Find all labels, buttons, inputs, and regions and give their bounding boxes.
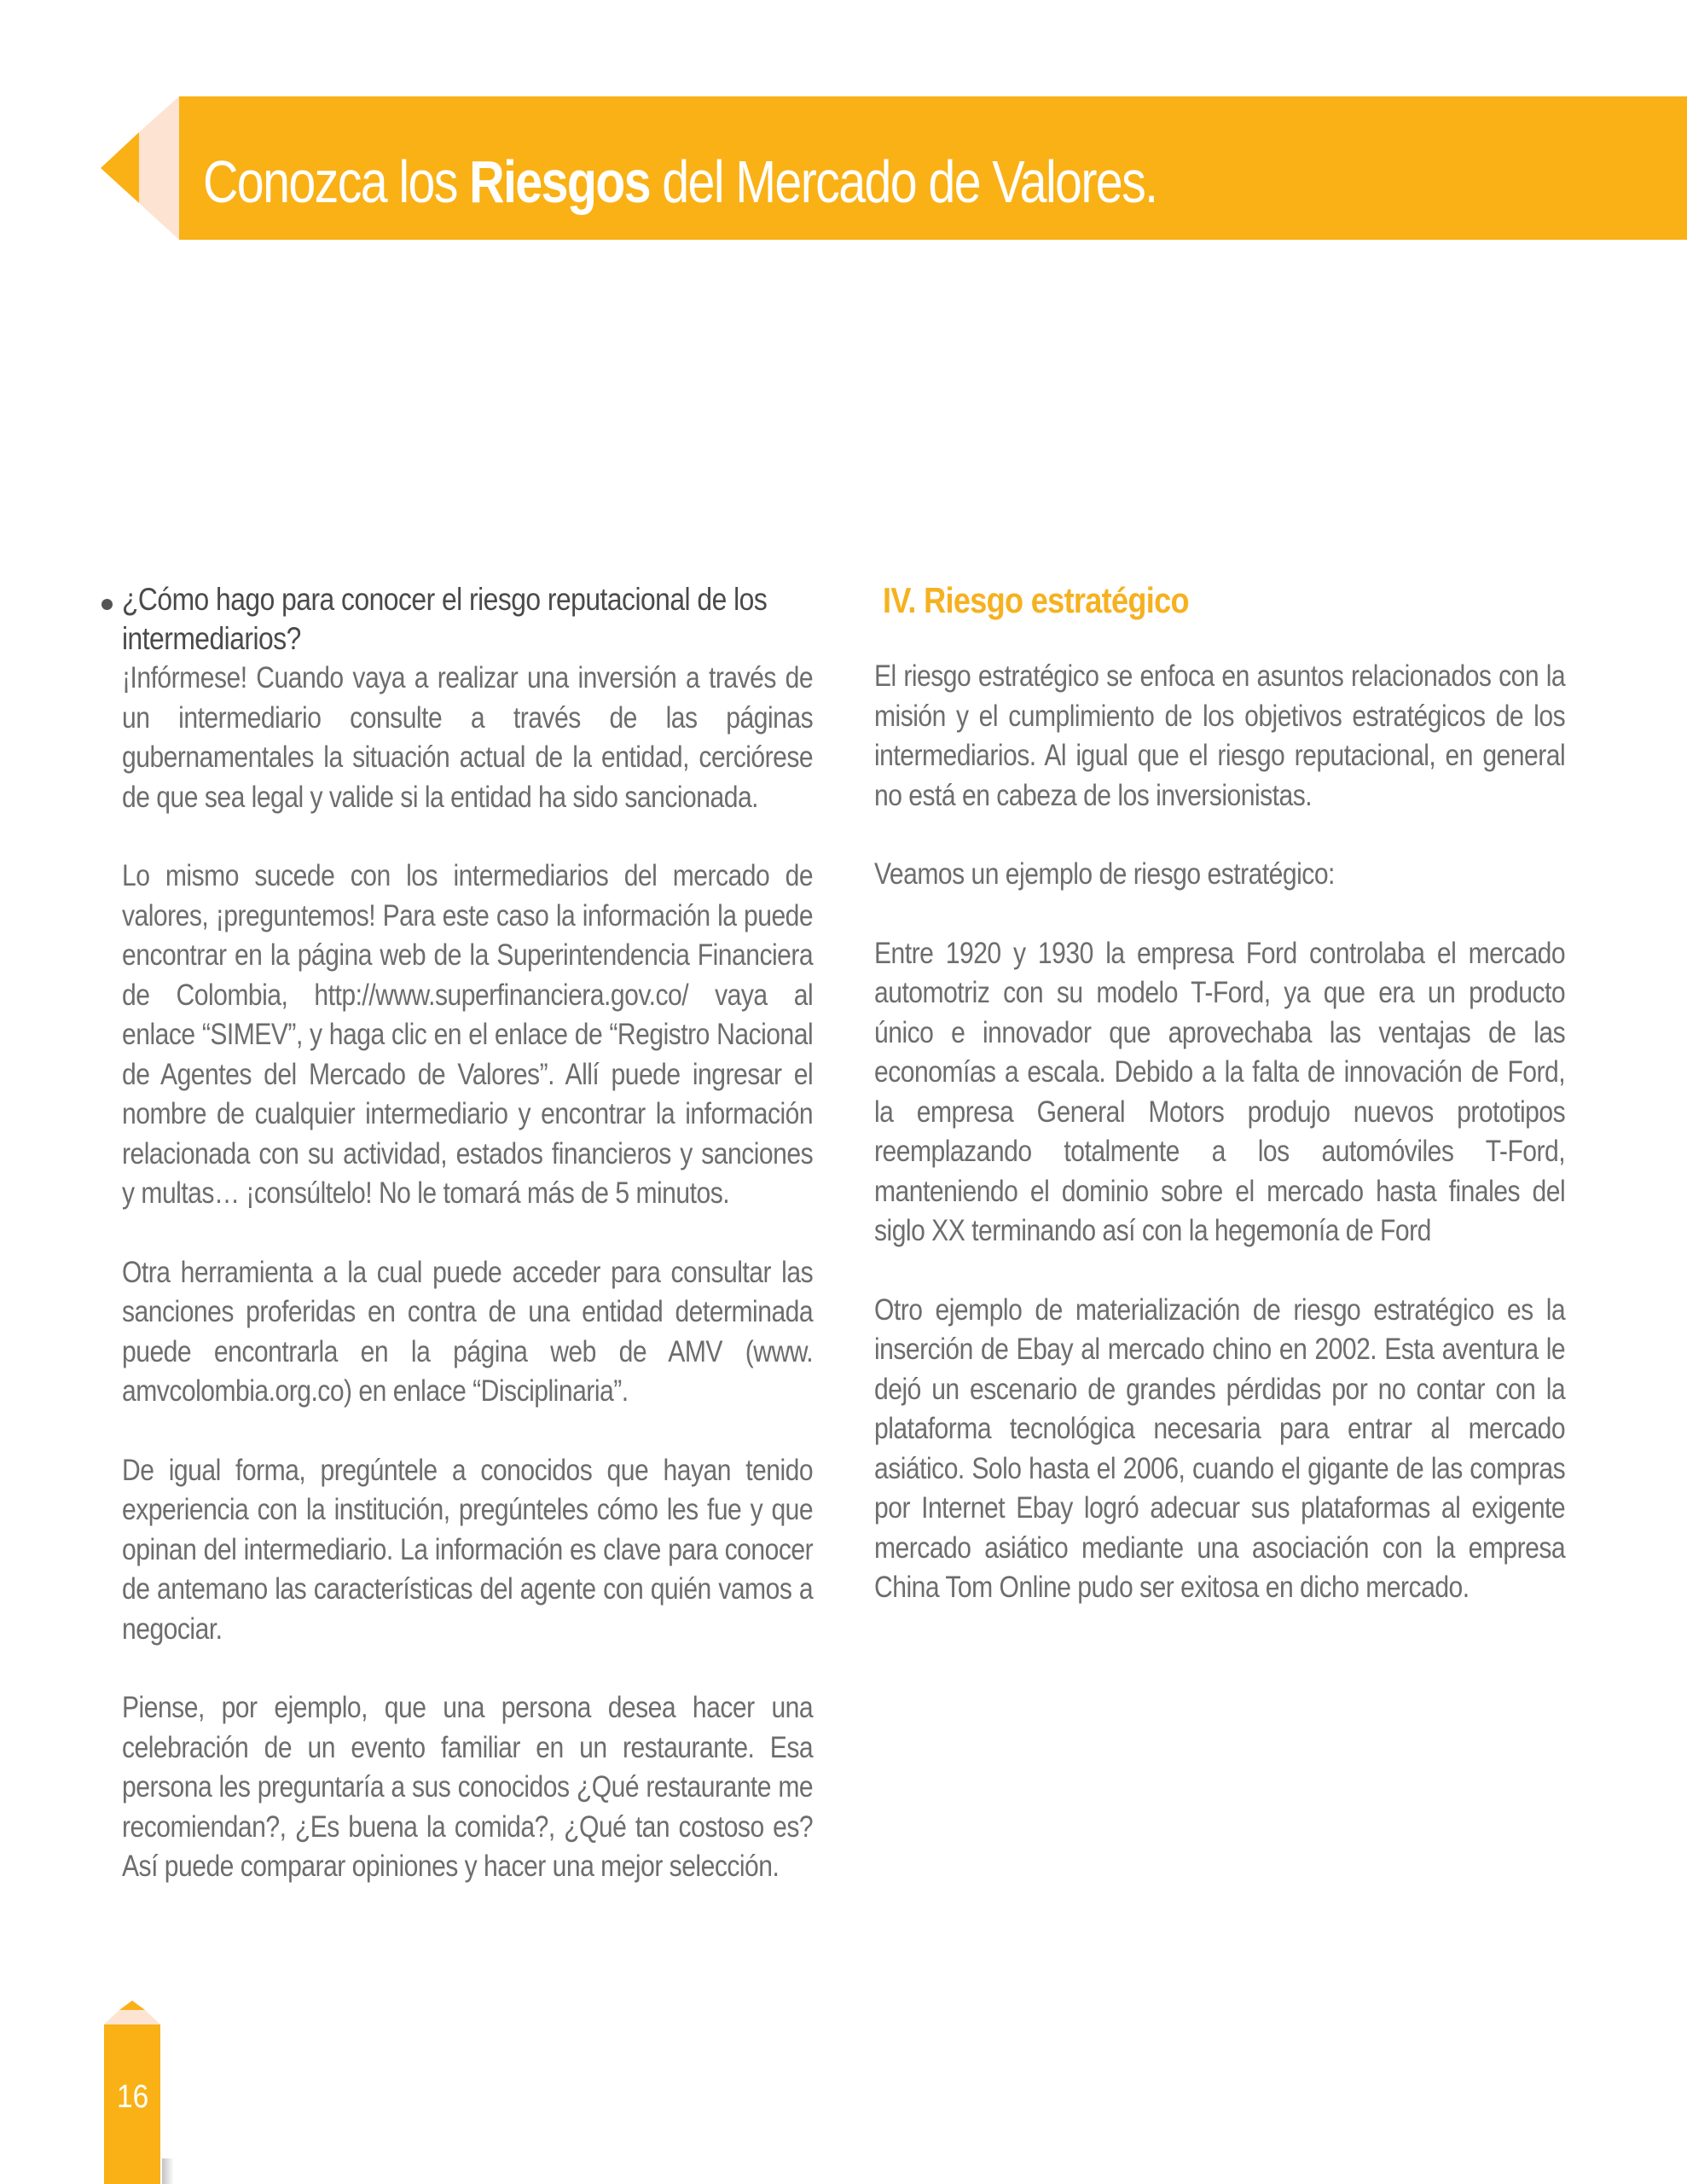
- page-number: 16: [117, 2079, 149, 2115]
- pencil-tip: [119, 2001, 145, 2010]
- page-title: [203, 148, 1157, 215]
- section-heading: IV. Riesgo estratégico: [883, 580, 1189, 620]
- pencil-wood-band: [104, 2010, 160, 2024]
- title-emphasis: Riesgos: [469, 148, 650, 215]
- question-heading: ¿Cómo hago para conocer el riesgo reputacional de los intermediarios?: [122, 582, 768, 656]
- title-prefix: Conozca los: [203, 148, 470, 215]
- title-suffix: del Mercado de Valores.: [649, 148, 1157, 215]
- paragraph: Otra herramienta a la cual puede acceder para consultar las sanciones proferidas en contra de una entidad determinada puede encontrarla en la página web de AMV (www. amvcolombia.org.co) en enlace “Disciplinaria”.: [122, 1255, 814, 1408]
- left-column: [122, 580, 813, 1926]
- pencil-tip: [101, 132, 139, 203]
- right-column: [874, 580, 1565, 1647]
- bullet-icon: [101, 599, 113, 610]
- paragraph: Piense, por ejemplo, que una persona desea hacer una celebración de un evento familiar en un restaurante. Esa persona les preguntaría a sus conocidos ¿Qué restaurante me recomiendan?, ¿Es buena la comida?, ¿Qué tan costoso es? Así puede comparar opiniones y hacer una mejor selección.: [122, 1691, 814, 1883]
- paragraph: Lo mismo sucede con los intermediarios del mercado de valores, ¡preguntemos! Para este caso la información la puede encontrar en la página web de la Superintendencia Financiera de Colombia, http://www.superfinanciera.gov.co/ vaya al enlace “SIMEV”, y haga clic en el enlace de “Registro Nacional de Agentes del Mercado de Valores”. Allí puede ingresar el nombre de cualquier intermediario y encontrar la información relacionada con su actividad, estados financieros y sanciones y multas… ¡consúltelo! No le tomará más de 5 minutos.: [122, 859, 814, 1210]
- header-pencil-banner: [0, 0, 1687, 256]
- paragraph: Otro ejemplo de materialización de riesgo estratégico es la inserción de Ebay al mercado chino en 2002. Esta aventura le dejó un escenario de grandes pérdidas por no contar con la plataforma tecnológica necesaria para entrar al mercado asiático. Solo hasta el 2006, cuando el gigante de las compras por Internet Ebay logró adecuar sus plataformas al exigente mercado asiático mediante una asociación con la empresa China Tom Online pudo ser exitosa en dicho mercado.: [874, 1292, 1566, 1604]
- paragraph: Veamos un ejemplo de riesgo estratégico:: [874, 857, 1335, 891]
- paragraph: ¡Infórmese! Cuando vaya a realizar una inversión a través de un intermediario consulte a través de las páginas gubernamentales la situación actual de la entidad, cerciórese de que sea legal y valide si la entidad ha sido sancionada.: [122, 661, 814, 814]
- paragraph: De igual forma, pregúntele a conocidos que hayan tenido experiencia con la institución, pregúnteles cómo les fue y que opinan del intermediario. La información es clave para conocer de antemano las características del agente con quién vamos a negociar.: [122, 1453, 814, 1646]
- bullet-question: [122, 580, 813, 659]
- pencil-shadow: [162, 2158, 174, 2184]
- paragraph: El riesgo estratégico se enfoca en asuntos relacionados con la misión y el cumplimiento de los objetivos estratégicos de los intermediarios. Al igual que el riesgo reputacional, en general no está en cabeza de los inversionistas.: [874, 659, 1566, 812]
- paragraph: Entre 1920 y 1930 la empresa Ford controlaba el mercado automotriz con su modelo T-Ford, ya que era un producto único e innovador que aprovechaba las ventajas de las economías a escala. Debido a la falta de innovación de Ford, la empresa General Motors produjo nuevos prototipos reemplazando totalmente a los automóviles T-Ford, manteniendo el dominio sobre el mercado hasta finales del siglo XX terminando así con la hegemonía de Ford: [874, 936, 1566, 1247]
- pencil-wood-band: [139, 96, 179, 240]
